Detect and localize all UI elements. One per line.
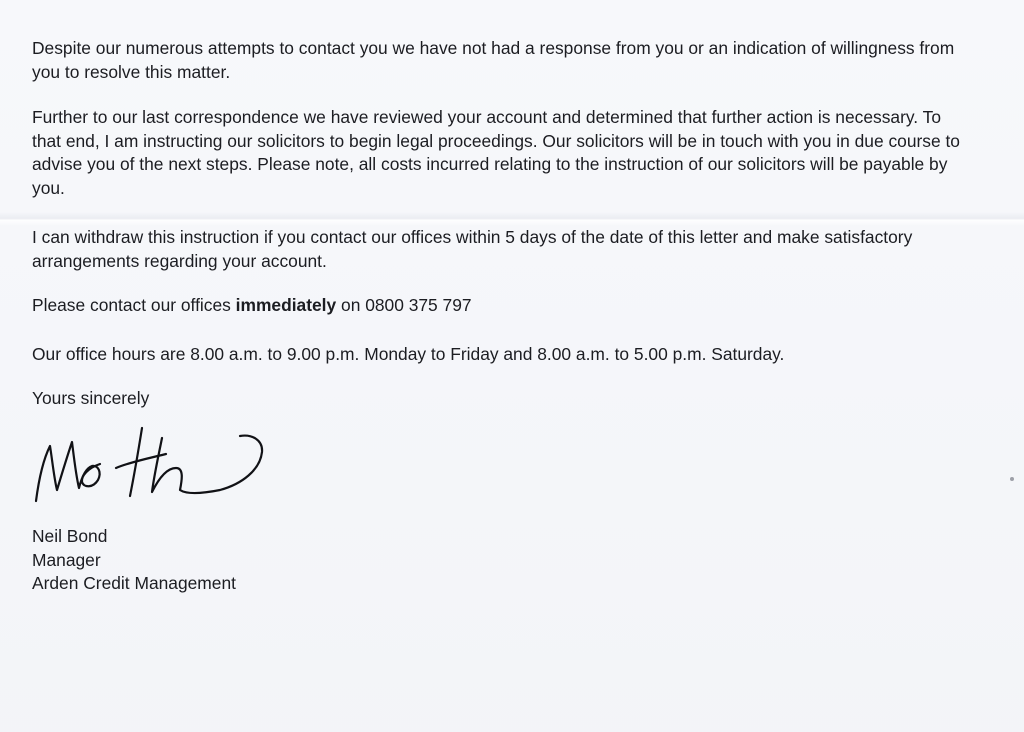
- paragraph-legal-proceedings: Further to our last correspondence we have reviewed your account and determined that further action is necessary. To that end, I am instructing our solicitors to begin legal proceedings. Our solicitors will be in touch with you in due course to advise you of the next steps. Please note, all costs incurred relating to the instruction of our solicitors will be payable by you.: [32, 107, 960, 198]
- signature-block: [32, 525, 236, 596]
- signatory-title: Manager: [32, 549, 101, 570]
- contact-text-before: Please contact our offices: [32, 295, 236, 315]
- signatory-company: Arden Credit Management: [32, 573, 236, 593]
- contact-emphasis: immediately: [235, 295, 337, 315]
- paper-speck: [1010, 477, 1014, 481]
- closing-salutation: Yours sincerely: [32, 388, 150, 408]
- paragraph-withdraw-instruction: I can withdraw this instruction if you contact our offices within 5 days of the date of this letter and make satisfactory arrangements regarding your account.: [32, 227, 913, 271]
- signatory-name: Neil Bond: [32, 526, 108, 546]
- paper-fold-crease: [0, 212, 1024, 226]
- paragraph-no-response: Despite our numerous attempts to contact you we have not had a response from you or an indication of willingness from you to resolve this matter.: [32, 38, 955, 82]
- handwritten-signature: [30, 418, 275, 508]
- paragraph-office-hours: Our office hours are 8.00 a.m. to 9.00 p.m. Monday to Friday and 8.00 a.m. to 5.00 p.m. Saturday.: [32, 344, 785, 364]
- contact-phone-text: on 0800 375 797: [336, 295, 472, 315]
- paragraph-contact-immediately: [32, 294, 967, 318]
